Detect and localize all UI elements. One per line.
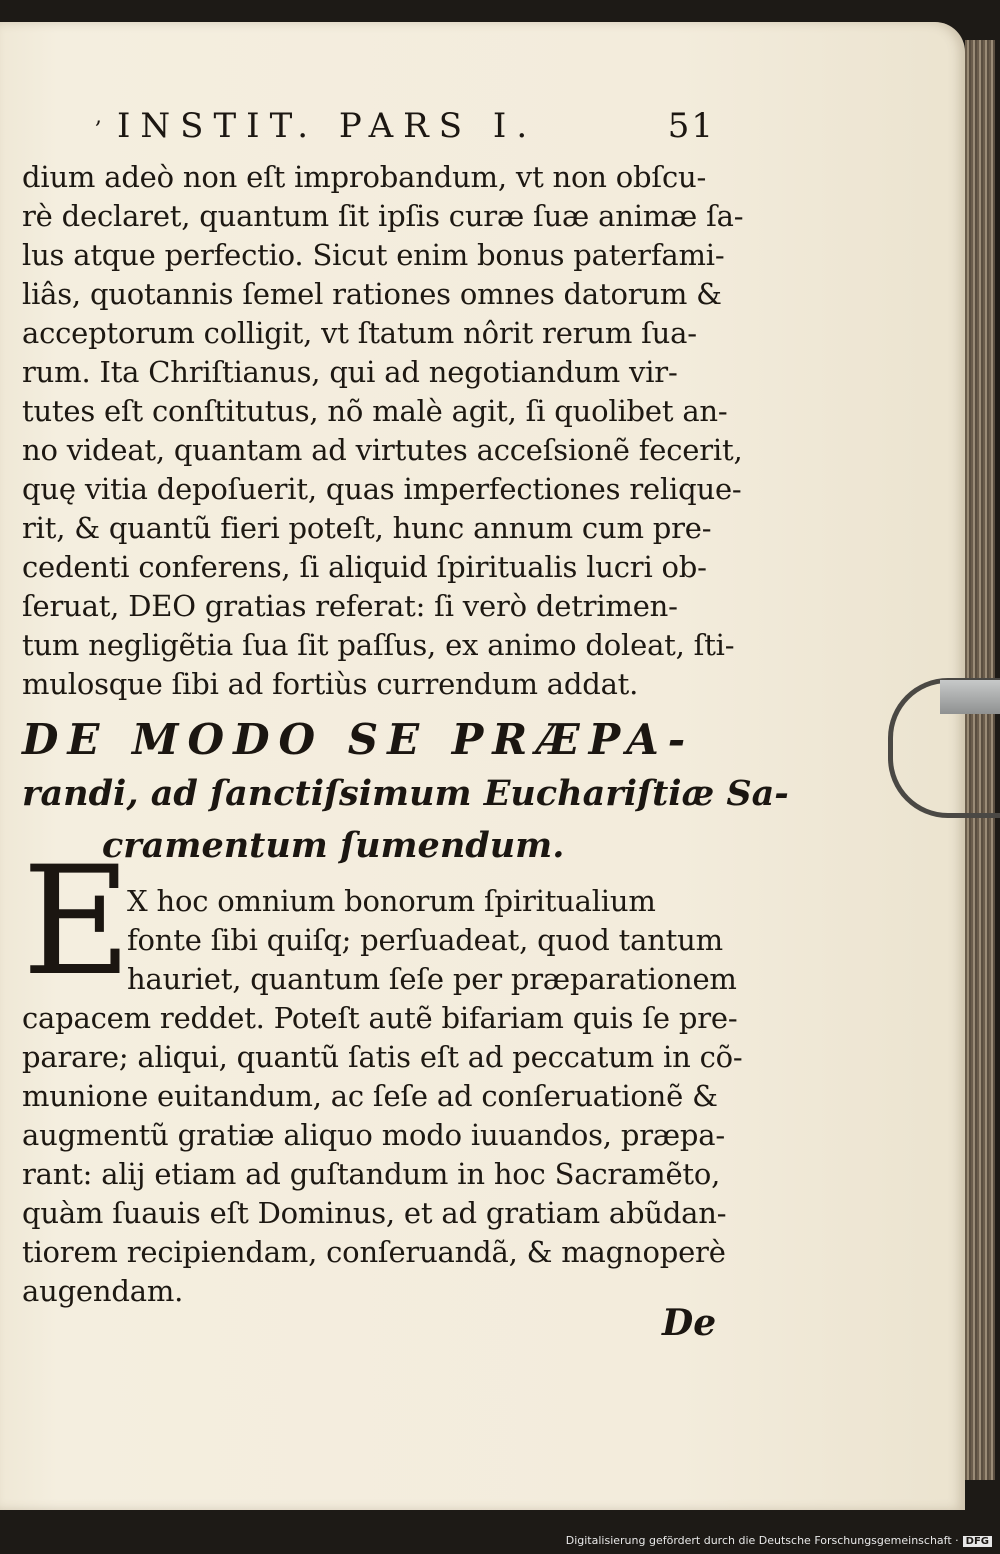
text-line: tum negligẽtia ſua ſit paſſus, ex animo doleat, ſti-	[22, 628, 735, 662]
heading-line: DE MODO SE PRÆPA-	[22, 715, 695, 764]
heading-line: randi, ad ſanctiſsimum Euchariſtiæ Sa-	[22, 773, 789, 814]
text-line: rant: alij etiam ad guſtandum in hoc Sacramẽto,	[22, 1157, 721, 1191]
text-line: X hoc omnium bonorum ſpiritualium	[127, 884, 656, 918]
running-head	[95, 102, 715, 152]
page-number: 51	[667, 106, 715, 146]
footer-credit	[0, 1534, 992, 1547]
text-line: quàm ſuauis eſt Dominus, et ad gratiam abũdan-	[22, 1196, 727, 1230]
drop-cap: E	[22, 835, 132, 1009]
text-line: munione euitandum, ac ſeſe ad conſeruationẽ &	[22, 1079, 718, 1113]
text-line: dium adeò non eſt improbandum, vt non obſcu-	[22, 160, 707, 194]
dfg-logo: DFG	[963, 1536, 992, 1547]
running-head-mark: ,	[95, 104, 112, 129]
text-line: augendam.	[22, 1274, 184, 1308]
text-line: acceptorum colligit, vt ſtatum nôrit rerum ſua-	[22, 316, 697, 350]
text-line: cedenti conferens, ſi aliquid ſpiritualis lucri ob-	[22, 550, 707, 584]
text-line: rit, & quantũ fieri poteſt, hunc annum cum pre-	[22, 511, 712, 545]
catchword: De	[662, 1302, 717, 1344]
text-line: rè declaret, quantum ſit ipſis curæ ſuæ animæ ſa-	[22, 199, 744, 233]
text-line: capacem reddet. Poteſt autẽ bifariam quis ſe pre-	[22, 1001, 738, 1035]
book-clip-band	[940, 680, 1000, 714]
text-line: tiorem recipiendam, conſeruandã, & magnoperè	[22, 1235, 726, 1269]
text-line: lus atque perfectio. Sicut enim bonus paterfami-	[22, 238, 725, 272]
text-line: augmentũ gratiæ aliquo modo iuuandos, præpa-	[22, 1118, 725, 1152]
text-line: quę vitia depoſuerit, quas imperfectiones relique-	[22, 472, 742, 506]
text-line: parare; aliqui, quantũ ſatis eſt ad peccatum in cõ-	[22, 1040, 743, 1074]
running-head-title: INSTIT. PARS I.	[117, 106, 538, 146]
text-line: hauriet, quantum ſeſe per præparationem	[127, 962, 737, 996]
text-line: no videat, quantam ad virtutes acceſsionẽ fecerit,	[22, 433, 743, 467]
text-line: rum. Ita Chriſtianus, qui ad negotiandum vir-	[22, 355, 678, 389]
paragraph-2	[22, 882, 743, 1311]
heading-line: cramentum ſumendum.	[102, 825, 565, 866]
text-line: fonte ſibi quiſq; perſuadeat, quod tantum	[127, 923, 723, 957]
text-line: ſeruat, DEO gratias referat: ſi verò detrimen-	[22, 589, 678, 623]
paragraph-1	[22, 158, 744, 704]
text-line: mulosque ſibi ad fortiùs currendum addat.	[22, 667, 639, 701]
text-line: tutes eſt conſtitutus, nõ malè agit, ſi quolibet an-	[22, 394, 728, 428]
text-line: liâs, quotannis ſemel rationes omnes datorum &	[22, 277, 722, 311]
footer-text: Digitalisierung gefördert durch die Deutsche Forschungsgemeinschaft ·	[565, 1534, 959, 1547]
